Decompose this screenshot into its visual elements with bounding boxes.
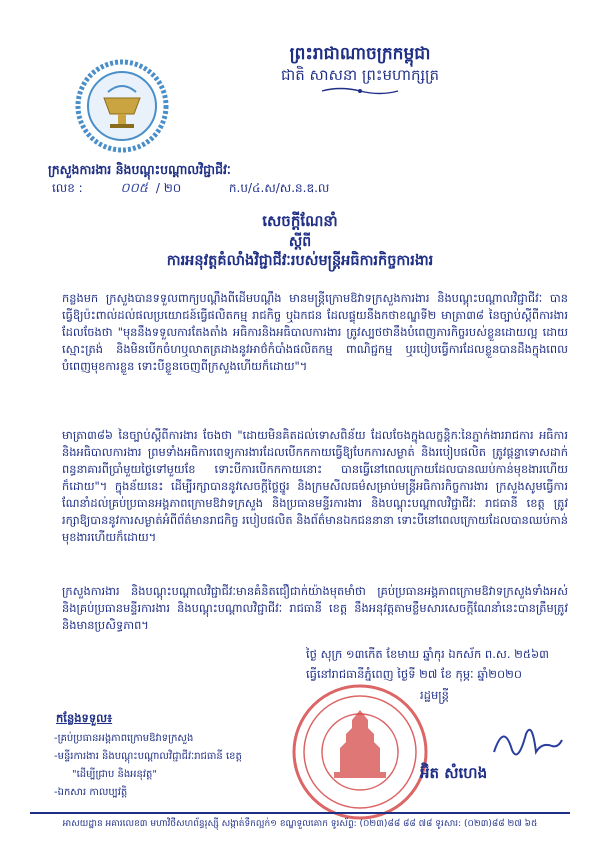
ornament-divider bbox=[320, 86, 400, 96]
document-subject: ការអនុវត្តគំលាំងវិជ្ជាជីវៈរបស់មន្ត្រីអធិការកិច្ចការងារ bbox=[166, 253, 434, 269]
reference-year: ២០ bbox=[163, 181, 182, 195]
recipients-heading: កន្លែងទទួល៖ bbox=[56, 711, 113, 725]
signatory-title: រដ្ឋមន្ត្រី bbox=[420, 688, 449, 702]
reference-code: ក.ប/៤.ស/ស.ន.ឌ.ល bbox=[228, 181, 330, 195]
body-paragraph-2: មាត្រា៣៨៦ នៃច្បាប់ស្តីពីការងារ ចែងថា "ដោយមិនគិតដល់ទោសពិន័យ ដែលចែងក្នុងលក្ខន្តិកៈនៃភ្នាក់ងាររាជការ អធិការនិងអធិបាលការងារ ព្រមទាំងអធិការពេទ្យការងារដែលបើកកកាយធ្វើឱ្យបែកការសម្ងាត់ និងរបៀបផលិត ត្រូវផ្តន្ទាទោសដាក់ពន្ធនាគារពីប្រាំមួយថ្ងៃទៅមួយខែ ទោះបីការបើកកកាយនោះ បានធ្វើនៅពេលក្រោយដែលបានឈប់កាន់មុខងារហើយក៏ដោយ"។ ក្នុងន័យនេះ ដើម្បីរក្សាបាននូវសេចក្តីថ្លៃថ្នូរ និងក្រមសីលធម៌សម្រាប់មន្ត្រីអធិការកិច្ចការងារ ក្រសួងសូមធ្វើការណែនាំដល់គ្រប់ប្រធានអង្គភាពក្រោមឱវាទក្រសួង និងប្រធានមន្ទីរការងារ និងបណ្តុះបណ្តាលវិជ្ជាជីវៈ រាជធានី ខេត្ត ត្រូវរក្សាឱ្យបាននូវការសម្ងាត់អំពីព័ត៌មានរាជកិច្ច របៀបផលិត និងព័ត៌មានឯកជននានា ទោះបីនៅពេលក្រោយដែលបានឈប់កាន់មុខងារហើយក៏ដោយ។ bbox=[62, 428, 568, 544]
recipients-list bbox=[54, 730, 242, 802]
ministry-name: ក្រសួងការងារ និងបណ្តុះបណ្តាលវិជ្ជាជីវៈ bbox=[48, 162, 231, 177]
body-paragraph-3: ក្រសួងការងារ និងបណ្តុះបណ្តាលវិជ្ជាជីវៈមានគំនិតជឿជាក់យ៉ាងមុតមាំថា គ្រប់ប្រធានអង្គភាពក្រោមឱវាទក្រសួងទាំងអស់ និងគ្រប់ប្រធានមន្ទីរការងារ និងបណ្តុះបណ្តាលវិជ្ជាជីវៈ រាជធានី ខេត្ត នឹងអនុវត្តតាមខ្លឹមសារសេចក្តីណែនាំនេះបានត្រឹមត្រូវ និងមានប្រសិទ្ធភាព។ bbox=[62, 584, 568, 632]
ministry-logo-icon bbox=[74, 58, 170, 154]
reference-label: លេខ : bbox=[52, 181, 83, 195]
recipient-item: -គ្រប់ប្រធានអង្គភាពក្រោមឱវាទក្រសួង bbox=[54, 733, 194, 744]
reference-number: ០០៥ bbox=[120, 181, 148, 196]
handwritten-signature-icon bbox=[486, 712, 566, 772]
reference-line: លេខ : ០០៥ / ២០ ក.ប/៤.ស/ស.ន.ឌ.ល bbox=[52, 181, 330, 196]
footer-address: អាសយដ្ឋាន អគារលេខ៣ មហាវិថីសហព័ន្ធរុស្ស៊ី សង្កាត់ទឹកល្អក់១ ខណ្ឌទួលគោក ទូរស័ព្ទ: (០២៣)៨៨ ៨៨ ៧៨ ទូរសារ: (០២៣)៨៨ ២៧ ៦៥ bbox=[62, 819, 538, 829]
document-subtitle: ស្តីពី bbox=[288, 234, 312, 250]
official-stamp-icon bbox=[290, 682, 430, 822]
recipient-item: -មន្ទីរការងារ និងបណ្តុះបណ្តាលវិជ្ជាជីវៈរាជធានី ខេត្ត bbox=[54, 751, 242, 762]
signatory-name: អ៊ិត សំហេង bbox=[420, 764, 488, 782]
body-paragraph-1: កន្លងមក ក្រសួងបានទទួលពាក្យបណ្តឹងពីដើមបណ្តឹង មានមន្ត្រីក្រោមឱវាទក្រសួងការងារ និងបណ្តុះបណ្តាលវិជ្ជាជីវៈ បានធ្វើឱ្យប៉ះពាល់ដល់ផលប្រយោជន៍ធ្វើផលិតកម្ម រាជកិច្ច ឬឯកជន ដែលផ្ទុយនឹងកថាខណ្ឌទី២ មាត្រា៣៨ នៃច្បាប់ស្តីពីការងារ ដែលចែងថា "មុននឹងទទួលការតែងតាំង អធិការនិងអធិបាលការងារ ត្រូវស្បថថានឹងបំពេញភារកិច្ចរបស់ខ្លួនដោយល្អ ដោយស្មោះត្រង់ និងមិនបើកចំហឬលាតត្រដាងនូវអាថ៌កំបាំងផលិតកម្ម ពាណិជ្ជកម្ម ឬរបៀបធ្វើការដែលខ្លួនបានដឹងក្នុងពេលបំពេញមុខការខ្លួន ទោះបីខ្លួនចេញពីក្រសួងហើយក៏ដោយ"។ bbox=[62, 291, 568, 373]
national-motto: ជាតិ សាសនា ព្រះមហាក្សត្រ bbox=[280, 66, 440, 84]
kingdom-title: ព្រះរាជាណាចក្រកម្ពុជា bbox=[289, 44, 431, 64]
recipient-item: "ដើម្បីជ្រាប និងអនុវត្ត" bbox=[72, 769, 157, 780]
document-title: សេចក្តីណែនាំ bbox=[262, 212, 338, 230]
date-solar: ធ្វើនៅរាជធានីភ្នំពេញ ថ្ងៃទី ២៧ ខែ កុម្ភៈ ឆ្នាំ២០២០ bbox=[306, 667, 522, 681]
recipient-item: -ឯកសារ កាលប្បវត្តិ bbox=[54, 787, 128, 798]
date-lunar: ថ្ងៃ សុក្រ ១៣កើត ខែមាឃ ឆ្នាំកុរ ឯកស័ក ព.ស. ២៥៦៣ bbox=[306, 647, 549, 661]
footer-divider bbox=[30, 812, 570, 814]
